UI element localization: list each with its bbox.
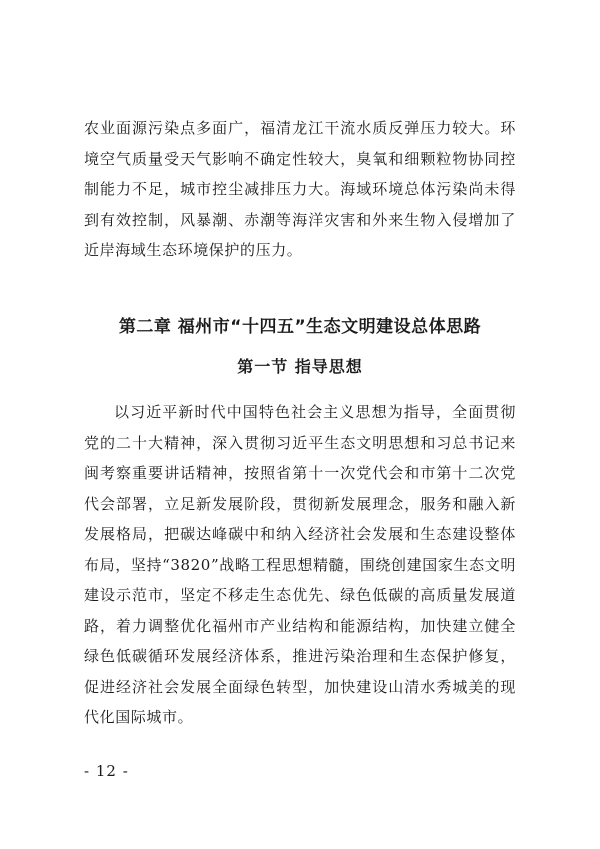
chapter-title: 第二章 福州市“十四五”生态文明建设总体思路 [118,317,482,337]
section-title: 第一节 指导思想 [237,357,363,376]
body-paragraph: 以习近平新时代中国特色社会主义思想为指导，全面贯彻党的二十大精神，深入贯彻习近平生态文明思想和习总书记来闽考察重要讲话精神，按照省第十一次党代会和市第十二次党代会部署，立足新发展阶段，贯彻新发展理念，服务和融入新发展格局，把碳达峰碳中和纳入经济社会发展和生态建设整体布局，坚持“3820”战略工程思想精髓，围绕创建国家生态文明建设示范市，坚定不移走生态优先、绿色低碳的高质量发展道路，着力调整优化福州市产业结构和能源结构，加快建立健全绿色低碳循环发展经济体系，推进污染治理和生态保护修复，促进经济社会发展全面绿色转型，加快建设山清水秀城美的现代化国际城市。 [84,403,516,726]
page-number: - 12 - [84,762,129,780]
top-paragraph: 农业面源污染点多面广，福清龙江干流水质反弹压力较大。环境空气质量受天气影响不确定性较大，臭氧和细颗粒物协同控制能力不足，城市控尘减排压力大。海域环境总体污染尚未得到有效控制，风暴潮、赤潮等海洋灾害和外来生物入侵增加了近岸海域生态环境保护的压力。 [84,119,516,259]
